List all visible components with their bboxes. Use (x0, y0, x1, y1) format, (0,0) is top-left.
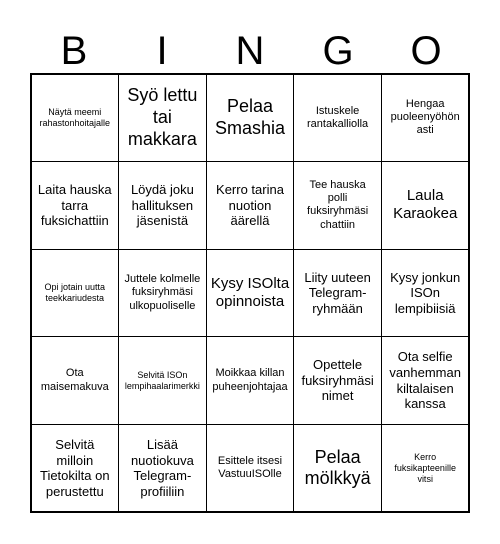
bingo-cell[interactable]: Näytä meemi rahastonhoitajalle (31, 74, 120, 163)
bingo-cell[interactable]: Selvitä milloin Tietokilta on perustettu (31, 424, 120, 513)
bingo-cell[interactable]: Opettele fuksiryhmäsi nimet (293, 336, 382, 425)
header-letter-o: O (410, 29, 442, 73)
bingo-cell[interactable]: Laita hauska tarra fuksichattiin (31, 161, 120, 250)
bingo-cell[interactable]: Istuskele rantakalliolla (293, 74, 382, 163)
bingo-cell[interactable]: Moikkaa killan puheenjohtajaa (206, 336, 295, 425)
bingo-cell[interactable]: Laula Karaokea (381, 161, 470, 250)
bingo-cell[interactable]: Esittele itsesi VastuuISOlle (206, 424, 295, 513)
bingo-header (30, 22, 470, 80)
bingo-cell[interactable]: Juttele kolmelle fuksiryhmäsi ulkopuoliselle (118, 249, 207, 338)
header-letter-b: B (60, 29, 88, 73)
bingo-cell[interactable]: Kysy jonkun ISOn lempibiisiä (381, 249, 470, 338)
bingo-cell[interactable]: Kerro fuksikapteenille vitsi (381, 424, 470, 513)
bingo-cell[interactable]: Kerro tarina nuotion äärellä (206, 161, 295, 250)
bingo-cell[interactable]: Löydä joku hallituksen jäsenistä (118, 161, 207, 250)
header-letter-n: N (235, 29, 265, 73)
bingo-cell[interactable]: Hengaa puoleenyöhön asti (381, 74, 470, 163)
bingo-cell[interactable]: Kysy ISOlta opinnoista (206, 249, 295, 338)
bingo-cell[interactable]: Pelaa mölkkyä (293, 424, 382, 513)
bingo-cell[interactable]: Ota selfie vanhemman kiltalaisen kanssa (381, 336, 470, 425)
bingo-grid (30, 73, 470, 513)
header-letter-i: I (156, 29, 168, 73)
bingo-cell[interactable]: Tee hauska polli fuksiryhmäsi chattiin (293, 161, 382, 250)
bingo-cell[interactable]: Selvitä ISOn lempihaalarimerkki (118, 336, 207, 425)
bingo-cell[interactable]: Pelaa Smashia (206, 74, 295, 163)
bingo-cell[interactable]: Liity uuteen Telegram-ryhmään (293, 249, 382, 338)
bingo-cell[interactable]: Opi jotain uutta teekkariudesta (31, 249, 120, 338)
header-letter-g: G (322, 29, 354, 73)
bingo-cell[interactable]: Lisää nuotiokuva Telegram-profiiliin (118, 424, 207, 513)
bingo-cell[interactable]: Syö lettu tai makkara (118, 74, 207, 163)
bingo-cell[interactable]: Ota maisemakuva (31, 336, 120, 425)
